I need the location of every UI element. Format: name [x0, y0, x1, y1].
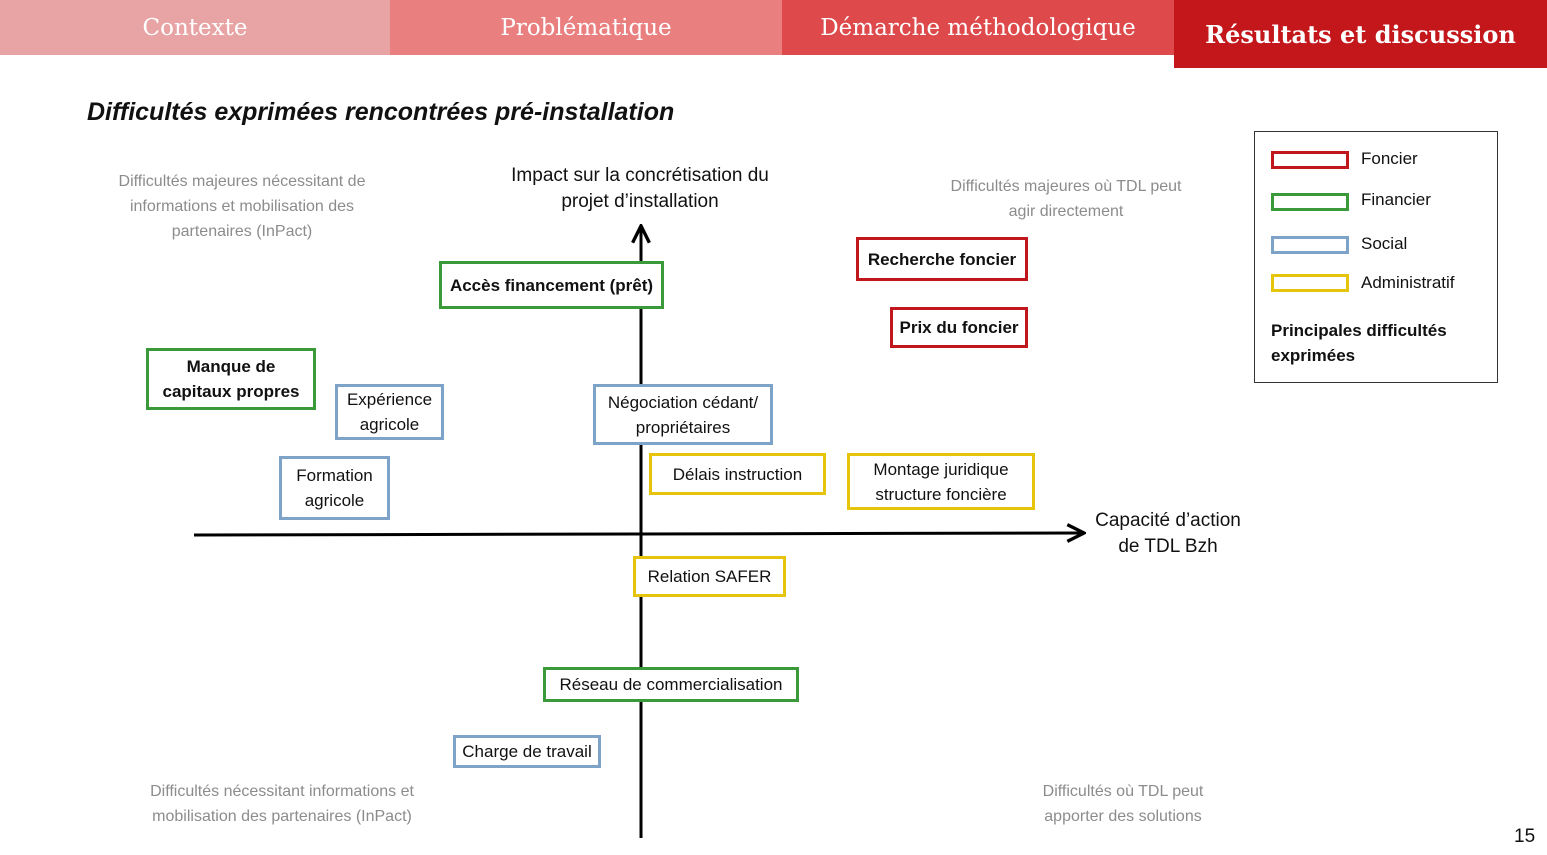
item-experience-agricole: Expérience agricole — [335, 384, 444, 440]
tab-contexte[interactable]: Contexte — [0, 0, 390, 55]
x-axis-label: Capacité d’action de TDL Bzh — [1095, 510, 1241, 557]
item-reseau-commercialisation: Réseau de commercialisation — [543, 667, 799, 702]
tab-resultats-discussion[interactable]: Résultats et discussion — [1174, 0, 1547, 68]
quadrant-bottom-right-note: Difficultés où TDL peut apporter des solutions — [1042, 783, 1204, 825]
quadrant-top-right-note: Difficultés majeures où TDL peut agir directement — [950, 178, 1182, 220]
legend-label-administratif: Administratif — [1361, 273, 1455, 292]
item-formation-agricole: Formation agricole — [279, 456, 390, 520]
item-recherche-foncier: Recherche foncier — [856, 237, 1028, 281]
item-montage-juridique: Montage juridique structure foncière — [847, 453, 1035, 510]
item-acces-financement: Accès financement (prêt) — [439, 261, 664, 309]
legend-label-foncier: Foncier — [1361, 149, 1418, 168]
tab-demarche-methodologique[interactable]: Démarche méthodologique — [782, 0, 1174, 55]
legend-label-financier: Financier — [1361, 190, 1431, 209]
item-relation-safer: Relation SAFER — [633, 556, 786, 597]
page-number: 15 — [1514, 826, 1536, 847]
tab-problematique[interactable]: Problématique — [390, 0, 782, 55]
x-axis — [194, 533, 1082, 535]
quadrant-bottom-left-note: Difficultés nécessitant informations et mobilisation des partenaires (InPact) — [150, 783, 414, 825]
legend-swatch-financier — [1271, 193, 1349, 211]
legend-swatch-foncier — [1271, 151, 1349, 169]
legend-swatch-administratif — [1271, 274, 1349, 292]
legend-note: Principales difficultés exprimées — [1271, 321, 1447, 365]
legend-swatch-social — [1271, 236, 1349, 254]
item-manque-capitaux-propres: Manque de capitaux propres — [146, 348, 316, 410]
slide-title: Difficultés exprimées rencontrées pré-installation — [87, 98, 675, 126]
item-negociation-cedant: Négociation cédant/ propriétaires — [593, 384, 773, 445]
legend — [1254, 131, 1498, 383]
item-delais-instruction: Délais instruction — [649, 453, 826, 495]
quadrant-top-left-note: Difficultés majeures nécessitant de informations et mobilisation des partenaires (InPact) — [118, 173, 366, 240]
item-charge-de-travail: Charge de travail — [453, 735, 601, 768]
legend-label-social: Social — [1361, 234, 1408, 253]
item-prix-du-foncier: Prix du foncier — [890, 307, 1028, 348]
y-axis-label: Impact sur la concrétisation du projet d’installation — [511, 165, 769, 212]
